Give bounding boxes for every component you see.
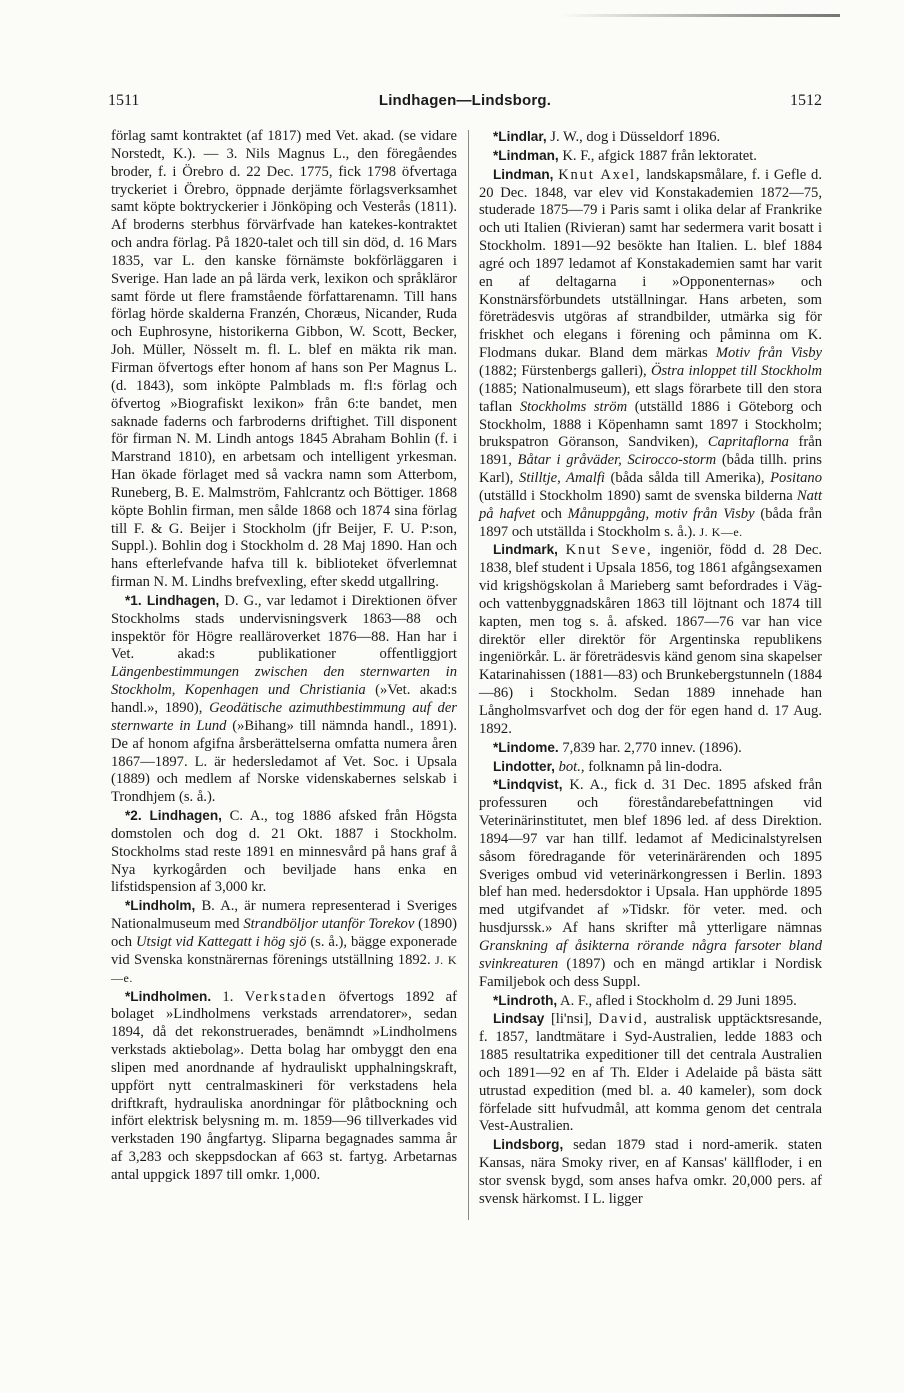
entry-lindman-knut: Lindman, Knut Axel, landskapsmålare, f. i Gefle d. 20 Dec. 1848, var elev vid Konstakademien 1872—75, studerade 1875—79 i Paris samt i olika delar af Frankrike och uti Italien (Rivieran) samt har sedermera varit bosatt i Stockholm. 1891—92 besökte han Italien. L. blef 1884 agré och 1897 ledamot af Konstakademien samt har varit en af deltagarna i »Opponenternas» och Konstnärsförbundets utställningar. Hans arbeten, som företrädesvis utgöras af strandbilder, utmärka sig för friskhet och elegans i förening och påminna om K. Flodmans dukar. Bland dem märkas Motiv från Visby (1882; Fürstenbergs galleri), Östra inloppet till Stockholm (1885; Nationalmuseum), ett slags förarbete till den stora taflan Stockholms ström (utställd 1886 i Göteborg och Stockholm, 1888 i Köpenhamn samt 1897 i Stockholm; brukspatron Göranson, Sandviken), Capritaflorna från 1891, Båtar i gråväder, Scirocco-storm (båda tillh. prins Karl), Stilltje, Amalfi (båda sålda till Amerika), Positano (utställd i Stockholm 1890) samt de svenska bilderna Natt på hafvet och Månuppgång, motiv från Visby (båda från 1897 och utställda i Stockholm s. å.). J. K—e. [479,166,823,540]
scan-edge-mark [560,14,840,17]
headword: Lindsborg, [493,1137,564,1153]
author-signature: J. K—e. [699,524,743,539]
author-signature: J. K—e. [111,952,457,985]
headword: *Lindholm, [125,898,196,914]
headword: *Lindqvist, [493,777,563,793]
entry-lindholm: *Lindholm, B. A., är numera representerad i Sveriges Nationalmuseum med Strandböljor utanför Torekov (1890) och Utsigt vid Kattegatt i hög sjö (s. å.), bägge exponerade vid Svenska konstnärernas förenings utställning 1892. J. K—e. [111,898,457,985]
headword: *Lindman, [493,147,559,163]
headword: Lindman, [493,166,554,182]
page-header [108,92,822,116]
column-divider [468,130,469,1220]
entry-lindman-kf: *Lindman, K. F., afgick 1887 från lektoratet. [493,147,757,164]
entry-lindqvist: *Lindqvist, K. A., fick d. 31 Dec. 1895 afsked från professuren och föreståndarebefattningen vid Veterinärinstitutet, men blef 1896 led. af dess Direktion. 1894—97 var han tillf. ledamot af Medicinalstyrelsen såsom föredragande för veterinärärenden och 1895 Sveriges ombud vid veterinärkongressen i Berlin. 1893 blef han med. hedersdoktor i Upsala. Han upphörde 1895 med utgifvandet af »Tidskr. för veter. med. och husdjurssk.» Af hans skrifter må ytterligare nämnas Granskning af åsikterna rörande några farsoter bland svinkreaturen (1897) och en mängd artiklar i Nordisk Familjebok och dess Suppl. [479,777,823,990]
headword: *Lindholmen. [125,988,212,1004]
headword: *Lindlar, [493,129,547,144]
entry-lindroth: *Lindroth, A. F., afled i Stockholm d. 29 Juni 1895. [493,992,797,1009]
entry-lindotter: Lindotter, bot., folknamn på lin-dodra. [493,758,723,775]
headword: *Lindome. [493,739,559,755]
headword: *1. Lindhagen, [125,592,220,608]
left-page-number: 1511 [108,92,140,109]
entry-lindome: *Lindome. 7,839 har. 2,770 innev. (1896). [493,739,742,756]
left-column [111,128,457,1185]
headword: Lindsay [493,1011,545,1027]
headword: *Lindroth, [493,992,558,1008]
entry-lindholmen: *Lindholmen. 1. Verkstaden öfvertogs 1892 af bolaget »Lindholmens verkstads arrendatorer», sedan 1894, då det rekonstruerades, benämndt »Lindholmens verkstads aktiebolag». Detta bolag har ombyggt den ena slipen med anordnande af hydrauliskt upphalningskraft, uppfört nytt centralmaskineri för verkstadens hela driftkraft, hydrauliska anordningar för plåtbockning och infört elektrisk belysning m. m. 1859—96 tillverkades vid verkstaden 190 ångfartyg. Sliparna begagnades samma år af 3,283 och skeppsdockan af 663 st. fartyg. Arbetarnas antal uppgick 1897 till omkr. 1,000. [111,988,457,1183]
headword: *2. Lindhagen, [125,808,222,824]
right-page-number: 1512 [790,92,822,109]
headword: Lindotter, [493,758,555,774]
entry-lindsay: Lindsay [li'nsi], David, australisk upptäcktsresande, f. 1857, landtmätare i Syd-Australien, ledde 1883 och 1885 resultatrika expeditioner till det centrala Australien och 1891—92 en af Th. Elder i Adelaide på bästa sätt utrustad expedition (med bl. a. 40 kameler), som dock förfelade sitt hufvudmål, att komma genom det centrala Vest-Australien. [479,1011,822,1135]
headword: Lindmark, [493,542,558,558]
paragraph-lindh-continuation: förlag samt kontraktet (af 1817) med Vet. akad. (se vidare Norstedt, K.). — 3. Nils Magnus L., den föregåendes broder, f. i Örebro d. 22 Dec. 1775, fick 1798 öfvertaga tryckeriet i Örebro, öppnade derjämte förlagsverksamhet samt köpte boktryckerier i Jönköping och Vesterås (1811). Af broderns sterbhus förvärfvade han katekes-kontraktet och andra förlag. På 1820-talet och till sin död, d. 16 Mars 1835, var L. den kanske förnämste bokförläggaren i Sverige. Han lade an på lärda verk, lexikon och språkläror samt förde ut flere framstående författarenamn. Till hans förlag hörde skalderna Franzén, Choræus, Nicander, Ruda och Euphrosyne, historikerna Gibbon, W. Scott, Becker, Joh. Müller, Nösselt m. fl. L. blef en mäktа rik man. Firman öfvertogs efter honom af hans son Per Magnus L. (d. 1843), som inköpte Palmblads m. fl:s förlag och öfvertog »Biografiskt lexikon» från 6:te bandet, men saknade faderns och farbroderns driftighet. Till disponent för firman N. M. Lindh antogs 1845 Abraham Bohlin (f. i Marstrand 1810), en arbetsam och intelligent yrkesman. Han ökade förlaget med så vackra namn som Atterbom, Runeberg, B. E. Malmström, Fahlcrantz och Böttiger. 1868 köpte Bohlin firman, men sålde 1868 och 1874 sina förlag till F. & G. Beijer i Stockholm (jfr Beijer, F. U. P:son, Suppl.). Bohlin dog i Stockholm d. 28 Maj 1890. Han och hans efterlefvande hafva till k. biblioteket öfverlemnat firman N. M. Lindhs brefvexling, efter skedd utgallring. [111,128,457,591]
entry-lindhagen-1: *1. Lindhagen, D. G., var ledamot i Direktionen öfver Stockholms stads undervisningsverk 1863—88 och inspektör för Högre realläroverket 1876—88. Han har i Vet. akad:s publikationer offentliggjort Längenbestimmungen zwischen den sternwarten in Stockholm, Kopenhagen und Christiania (»Vet. akad:s handl.», 1890), Geodätische azimuthbestimmung auf der sternwarte in Lund (»Bihang» till nämnda handl., 1891). De af honom afgifna årsberättelserna omfatta numera åren 1867—1897. L. är hedersledamot af Vet. Soc. i Upsala (1889) och medlem af Norske videnskabernes selskab i Trondhjem (s. å.). [111,592,458,806]
entry-lindhagen-2: *2. Lindhagen, C. A., tog 1886 afsked från Högsta domstolen och dog d. 21 Okt. 1887 i Stockholm. Stockholms stad reste 1891 en minnesvård på hans graf å Nya kyrkogården och beviljade hans enka en lifstidspension af 3,000 kr. [111,808,457,896]
entry-lindmark: Lindmark, Knut Seve, ingeniör, född d. 28 Dec. 1838, blef student i Upsala 1856, tog 1861 afgångsexamen vid krigshögskolan å Marieberg samt befordrades i Väg- och vattenbyggnadskåren 1863 till löjtnant och 1874 till kapten, men tog s. å. afsked. 1867—76 var han vice direktör eller direktör för Argentinska republikens ingeniörkår. L. är företrädesvis känd genom sina skapelser Katarinahissen (1881—83) och Brunkebergstunneln (1884—86) i Stockholm. Sedan 1889 innehade han Långholmsvarfvet och dog der för egen hand d. 17 Aug. 1892. [479,542,822,737]
entry-lindsborg: Lindsborg, sedan 1879 stad i nord-amerik. staten Kansas, nära Smoky river, en af Kansas' källfloder, i en stor svensk bygd, som anses hafva omkr. 20,000 pers. af svensk härkomst. I L. ligger [479,1137,822,1207]
entry-lindlar: *Lindlar, J. W., dog i Düsseldorf 1896. [493,129,721,145]
running-title: Lindhagen—Lindsborg. [378,92,552,109]
right-column [479,128,822,1209]
